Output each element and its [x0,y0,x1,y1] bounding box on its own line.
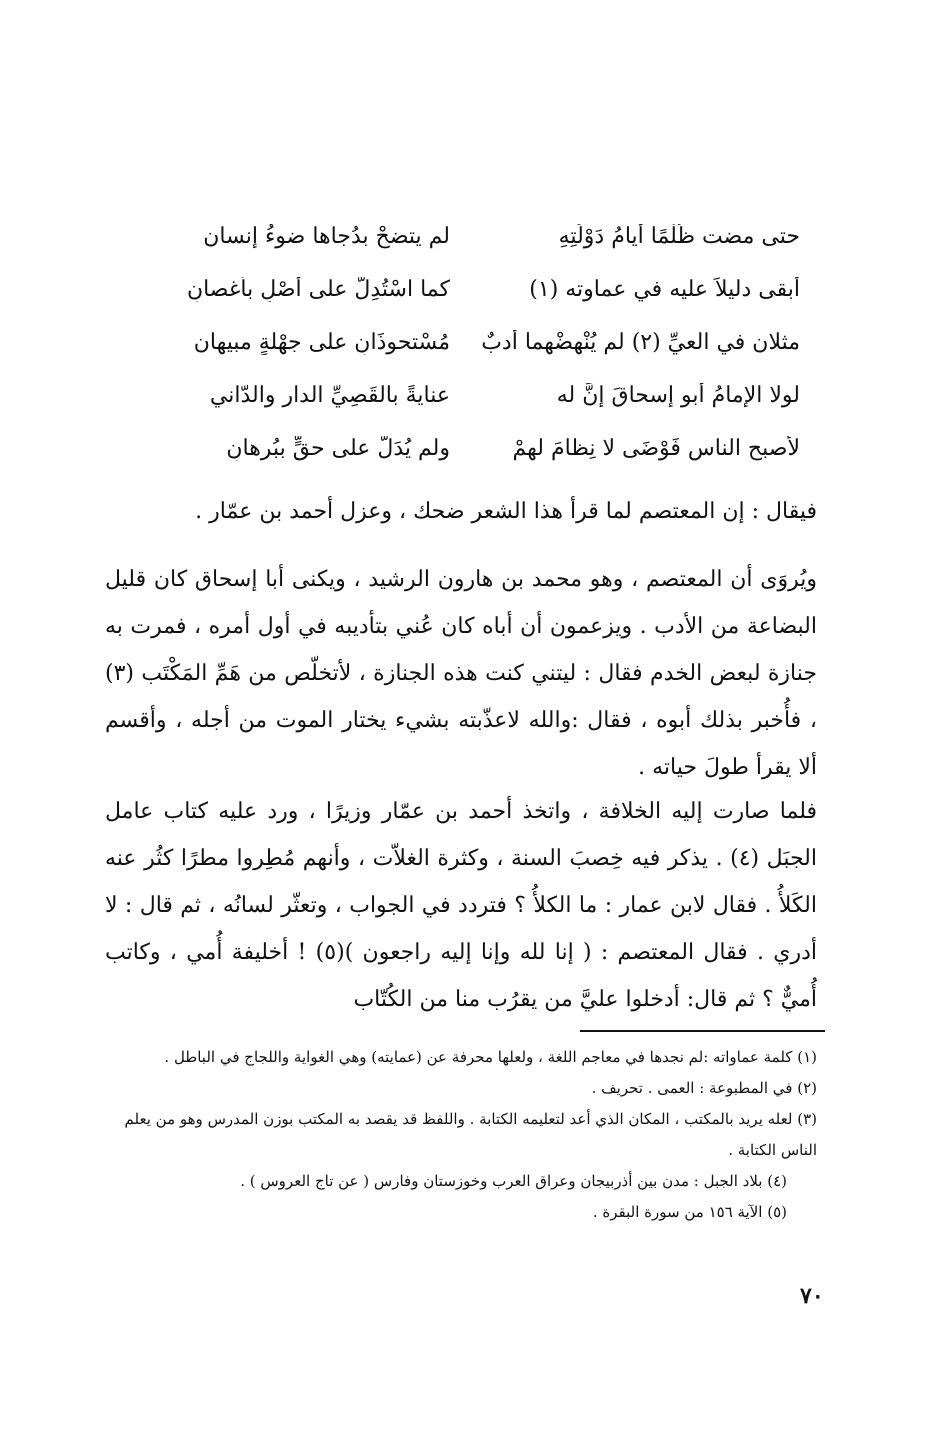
verse-second-hemistich: ولم يُدَلَّ على حقٍّ ببُرهانِ [226,436,450,461]
verse-second-hemistich: عنايةً بالقَصِيِّ الدار والدّاني [209,383,450,408]
poem-verse [120,210,800,263]
verse-first-hemistich: لولا الإمامُ أبو إسحاقَ إنَّ له [556,383,800,408]
footnote: (٤) بلاد الجبل : مدن بين أذربيجان وعراق العرب وخوزستان وفارس ( عن تاج العروس ) . [240,1172,787,1190]
verse-first-hemistich: حتى مضت ظُلْمًا أيامُ دَوْلَتِهِ [558,224,800,249]
poem [120,210,800,475]
footnote: (٣) لعله يريد بالمكتب ، المكان الذي أعد لتعليمه الكتابة . واللفظ قد يقصد به المكتب بوزن المدرس وهو من يعلم الناس الكتابة . [124,1110,817,1159]
poem-verse [120,316,800,369]
footnote: (٥) الآية ١٥٦ من سورة البقرة . [592,1203,787,1221]
verse-first-hemistich: لأصبح الناس فَوْضَى لا نِظامَ لهمْ [512,436,800,461]
poem-verse [120,369,800,422]
verse-second-hemistich: لم يتضحْ بدُجاها ضوءُ إنسان [203,224,450,249]
verse-second-hemistich: مُسْتحوذَانِ على جهْلةٍ مبيهان [193,330,450,355]
paragraph: فيقال : إن المعتصم لما قرأ هذا الشعر ضحك ، وعزل أحمد بن عمّار . [195,499,817,524]
footnote: (١) كلمة عماواته :لم نجدها في معاجم اللغة ، ولعلها محرفة عن (عمايته) وهي الغواية واللجاج في الباطل . [164,1048,817,1066]
footnotes [105,1042,817,1228]
page-number: ٧٠ [800,1283,824,1309]
paragraph: فلما صارت إليه الخلافة ، واتخذ أحمد بن عمّار وزيرًا ، ورد عليه كتاب عامل الجبَل (٤) . يذكر فيه خِصبَ السنة ، وكثرة الغلاّت ، وأنهم مُطِروا مطرًا كثُر عنه الكَلأُ . فقال لابن عمار : ما الكلأُ ؟ فتردد في الجواب ، وتعثّر لسانُه ، ثم قال : لا أدري . فقال المعتصم : ( إنا لله وإنا إليه راجعون )(٥) ! أخليفة أُمي ، وكاتب أُميٌّ ؟ ثم قال: أدخلوا عليَّ من يقرُب منا من الكُتّاب [105,799,817,1012]
poem-verse [120,422,800,475]
verse-first-hemistich: مثلان في العيِّ (٢) لم يُنْهِضْهما أدبٌ [481,330,800,355]
footnote: (٢) في المطبوعة : العمى . تحريف . [591,1079,817,1097]
paragraph: ويُروَى أن المعتصم ، وهو محمد بن هارون الرشيد ، ويكنى أبا إسحاق كان قليل البضاعة من الأدب . ويزعمون أن أباه كان عُني بتأديبه في أول أمره ، فمرت به جنازة لبعض الخدم فقال : ليتني كنت هذه الجنازة ، لأتخلّص من هَمِّ المَكْتَب (٣) ، فأُخبر بذلك أبوه ، فقال :والله لاعذّبته بشيء يختار الموت من أجله ، وأقسم ألا يقرأ طولَ حياته . [105,567,817,780]
poem-verse [120,263,800,316]
verse-first-hemistich: أبقى دليلاً عليه في عماوته (١) [529,277,800,302]
verse-second-hemistich: كما اسْتُدِلَّ على أصْلٍ بأغصانِ [186,277,450,302]
footnote-separator [580,1030,825,1032]
